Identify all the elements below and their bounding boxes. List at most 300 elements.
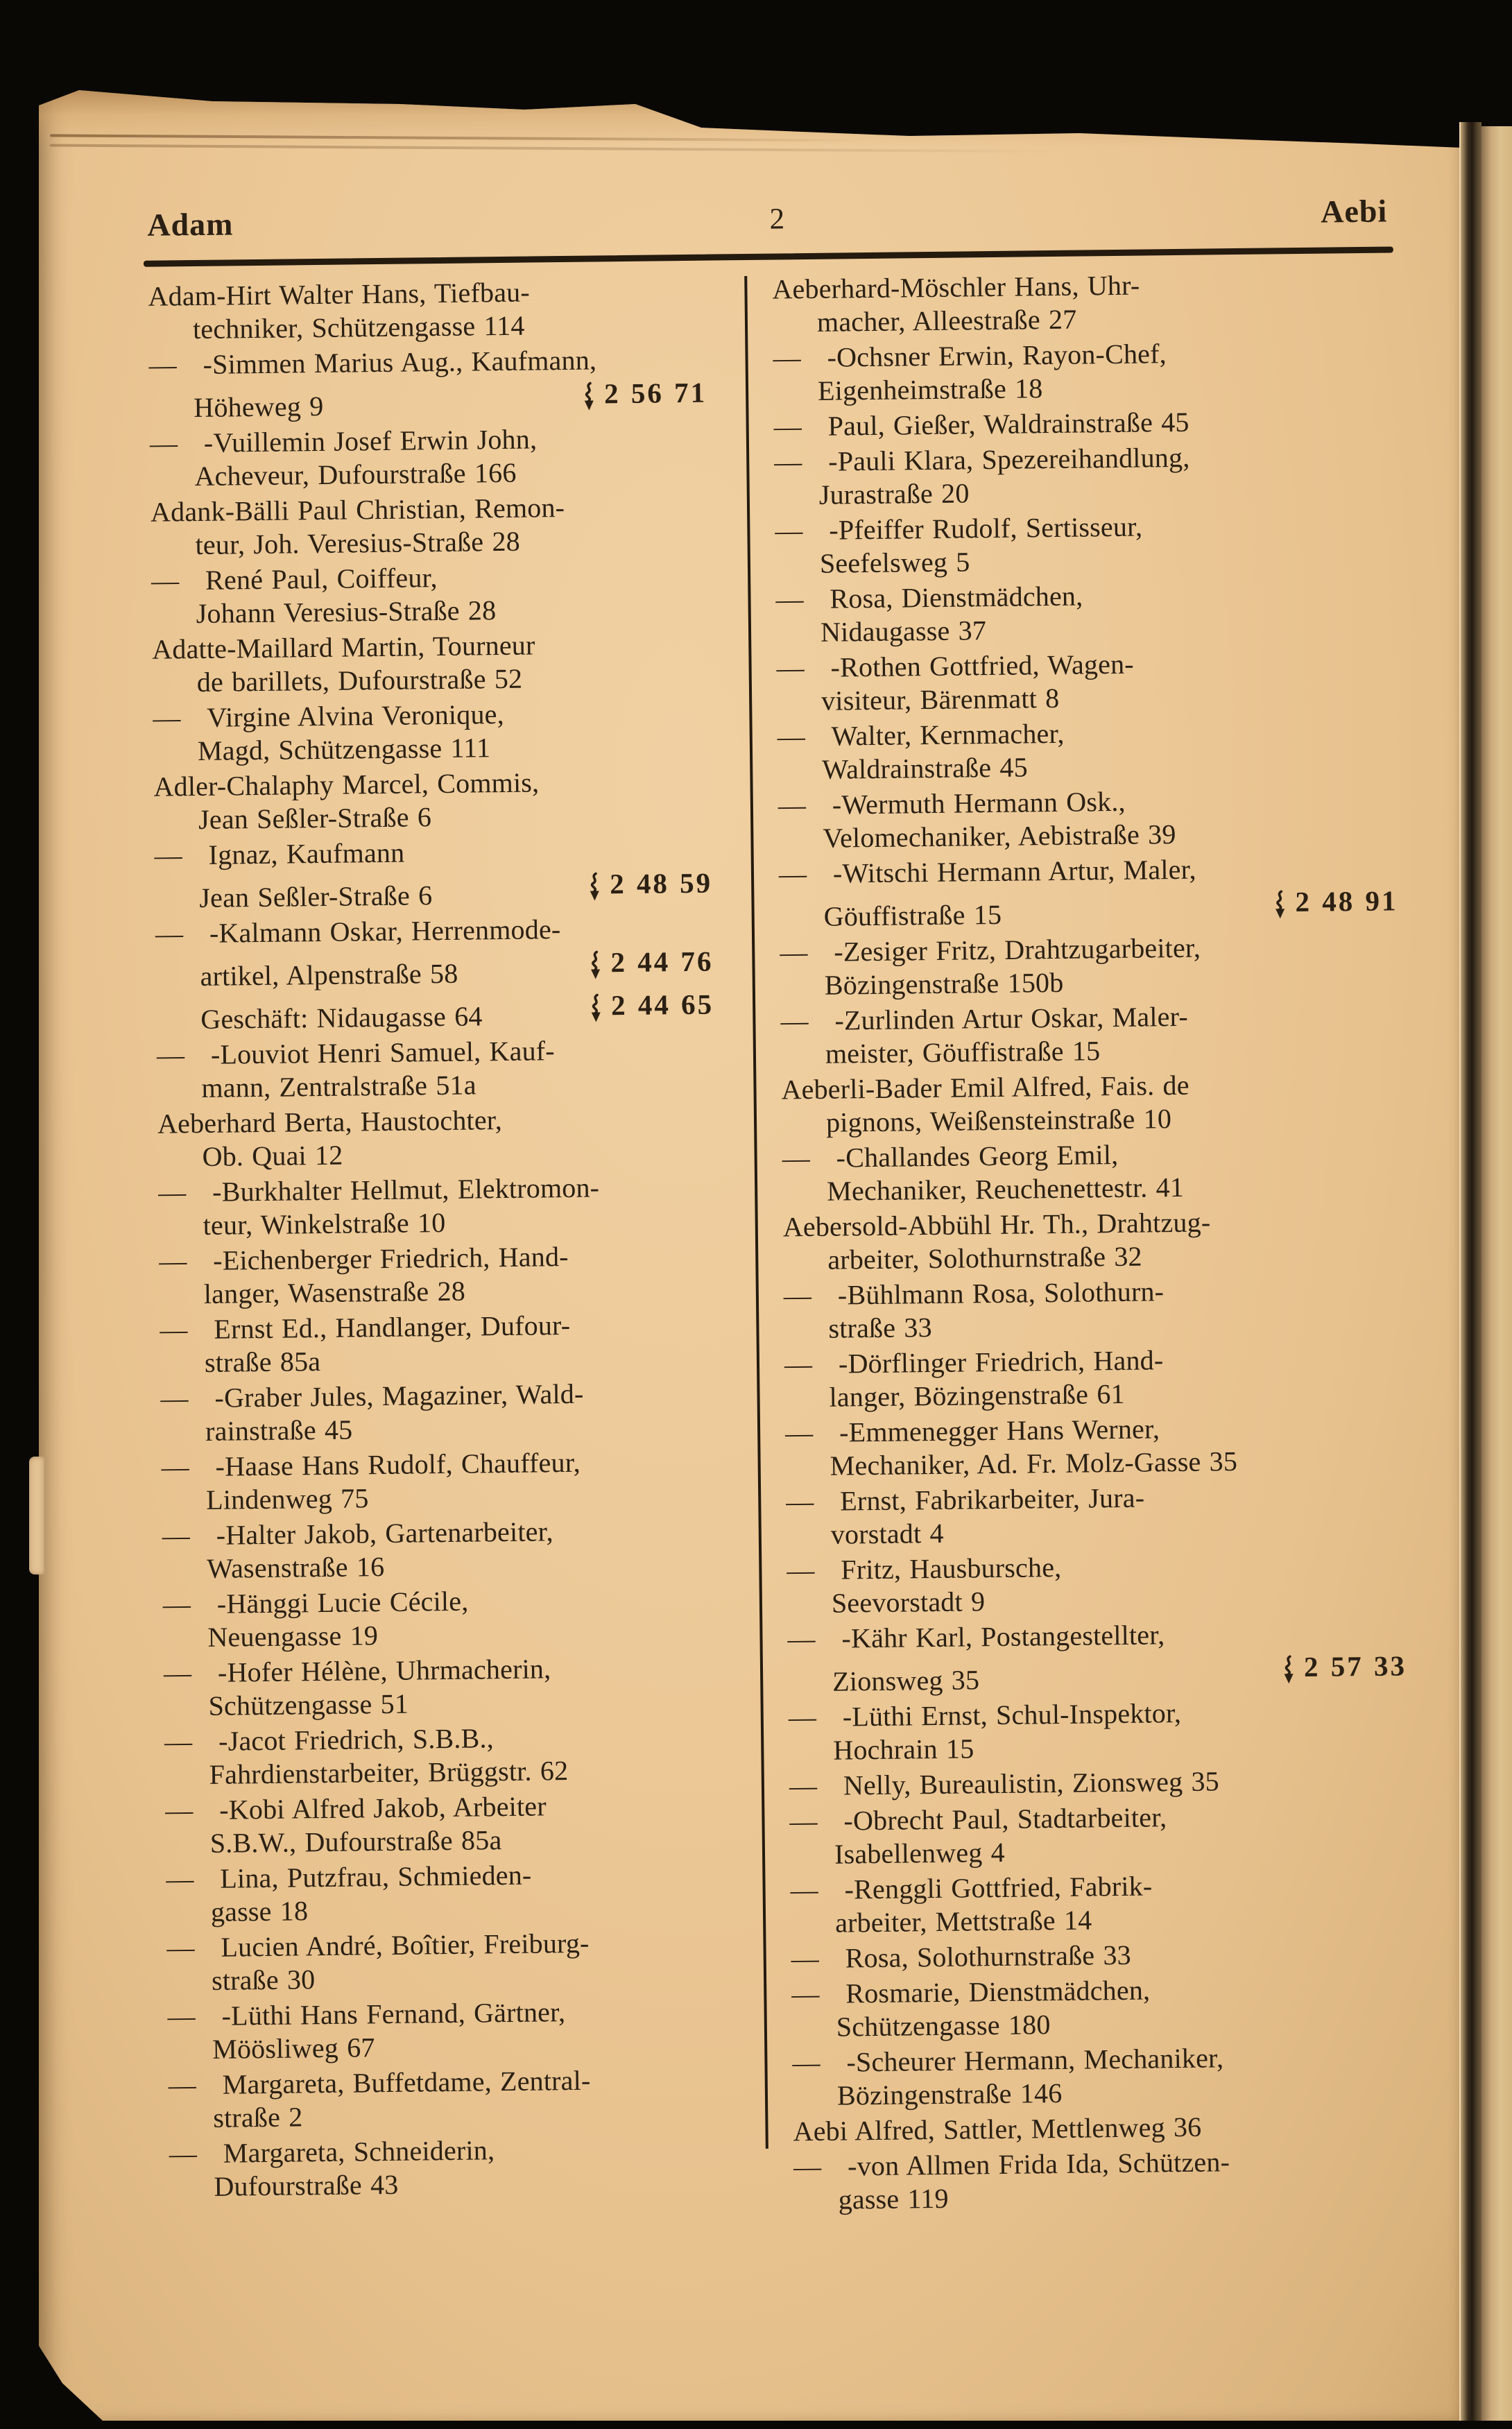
entry-text: Lucien André, Boîtier, Freiburg-	[221, 1927, 590, 1963]
entry-text: straße 2	[213, 2101, 303, 2134]
repeat-surname-dash: —	[163, 1657, 192, 1689]
repeat-surname-dash: —	[148, 349, 178, 381]
entry-text: -Graber Jules, Magaziner, Wald-	[214, 1377, 584, 1414]
phone-number: 2 44 65	[610, 988, 714, 1022]
entry-line	[149, 376, 707, 425]
entry-text: Jean Seßler-Straße 6	[198, 801, 432, 835]
repeat-surname-dash: —	[159, 1245, 187, 1277]
entry-line	[782, 1168, 1401, 1208]
entry-text: Neuengasse 19	[207, 1620, 379, 1653]
repeat-surname-dash: —	[157, 1176, 187, 1208]
entry-text: -Ochsner Erwin, Rayon-Chef,	[827, 338, 1167, 373]
entry-text: -Lüthi Hans Fernand, Gärtner,	[221, 1996, 566, 2032]
entry-text: gasse 119	[838, 2182, 949, 2215]
entry-line	[779, 884, 1398, 934]
directory-entry	[787, 1547, 1406, 1620]
repeat-surname-dash: —	[784, 1348, 813, 1380]
entry-text: Acheveur, Dufourstraße 166	[194, 456, 517, 492]
left-column	[148, 274, 727, 2204]
directory-entry	[783, 1203, 1402, 1277]
repeat-surname-dash: —	[776, 652, 805, 684]
entry-line	[785, 1443, 1404, 1483]
repeat-surname-dash: —	[789, 1805, 818, 1837]
repeat-surname-dash: —	[166, 1863, 194, 1895]
directory-entry	[778, 782, 1398, 855]
entry-line	[792, 2004, 1411, 2044]
entry-line	[153, 660, 710, 700]
entry-text: -Haase Hans Rudolf, Chauffeur,	[215, 1446, 581, 1482]
directory-entry	[773, 334, 1392, 408]
header-keyword-right: Aebi	[1320, 193, 1388, 230]
entry-line	[164, 1684, 721, 1724]
directory-entry	[159, 1239, 717, 1312]
entry-text: pignons, Weißensteinstraße 10	[825, 1103, 1172, 1138]
entry-text: -Witschi Hermann Artur, Maler,	[832, 853, 1196, 889]
entry-text: Fritz, Hausbursche,	[841, 1551, 1062, 1586]
entry-line	[784, 1374, 1403, 1414]
phone-icon	[581, 381, 597, 412]
directory-entry	[775, 576, 1395, 649]
entry-text: -Halter Jakob, Gartenarbeiter,	[216, 1516, 553, 1551]
directory-entry	[164, 1719, 723, 1792]
entry-text: Höheweg 9	[194, 390, 324, 424]
directory-entry	[793, 2143, 1413, 2217]
entry-text: rainstraße 45	[205, 1414, 353, 1447]
entry-text: Schützengasse 51	[208, 1688, 409, 1722]
entry-text: Aebi Alfred, Sattler, Mettlenweg 36	[793, 2111, 1202, 2147]
entry-line	[791, 1900, 1409, 1940]
directory-entry	[790, 1866, 1409, 1940]
repeat-surname-dash: —	[783, 1280, 812, 1312]
repeat-surname-dash: —	[787, 1554, 815, 1586]
repeat-surname-dash: —	[787, 1622, 816, 1655]
entry-text: -von Allmen Frida Ida, Schützen-	[847, 2146, 1230, 2182]
entry-text: -Scheurer Hermann, Mechaniker,	[846, 2042, 1224, 2078]
entry-text: straße 33	[828, 1312, 933, 1344]
entry-text: Ernst Ed., Handlanger, Dufour-	[214, 1309, 571, 1345]
entry-text: Lindenweg 75	[205, 1482, 369, 1516]
directory-entry	[160, 1376, 719, 1449]
entry-line	[163, 1615, 721, 1655]
entry-line	[773, 368, 1392, 408]
entry-text: -Renggli Gottfried, Fabrik-	[844, 1870, 1153, 1905]
header-rule	[144, 246, 1393, 266]
directory-entry	[780, 929, 1399, 1002]
entry-text: -Emmenegger Hans Werner,	[839, 1413, 1160, 1448]
repeat-surname-dash: —	[153, 702, 181, 734]
page-content	[26, 0, 1476, 2429]
entry-line	[150, 454, 707, 494]
repeat-surname-dash: —	[786, 1485, 814, 1518]
repeat-surname-dash: —	[155, 918, 184, 950]
repeat-surname-dash: —	[789, 1769, 818, 1802]
phone-icon	[586, 872, 603, 902]
directory-entry	[789, 1762, 1408, 1803]
directory-entry	[152, 627, 710, 700]
entry-line	[781, 1031, 1400, 1071]
entry-text: Jean Seßler-Straße 6	[199, 879, 433, 913]
entry-line	[161, 1409, 719, 1449]
repeat-surname-dash: —	[784, 1417, 814, 1449]
phone-listing	[586, 866, 713, 901]
entry-line	[787, 1511, 1405, 1552]
phone-listing	[587, 988, 714, 1022]
entry-text: straße 30	[211, 1964, 316, 1996]
repeat-surname-dash: —	[792, 2046, 821, 2079]
entry-text: -Kähr Karl, Postangestellter,	[841, 1619, 1165, 1654]
phone-number: 2 44 76	[610, 945, 714, 979]
entry-text: -Zurlinden Artur Oskar, Maler-	[834, 1000, 1189, 1036]
entry-text: langer, Bözingenstraße 61	[829, 1377, 1125, 1413]
directory-entry	[782, 1135, 1401, 1208]
next-page-edge	[1481, 126, 1512, 2421]
entry-text: Mechaniker, Reuchenettestr. 41	[826, 1171, 1185, 1207]
directory-entry	[150, 421, 708, 494]
directory-entry	[163, 1582, 721, 1655]
repeat-surname-dash: —	[162, 1588, 191, 1620]
repeat-surname-dash: —	[777, 721, 806, 753]
phone-icon	[1280, 1655, 1297, 1685]
entry-line	[777, 678, 1395, 718]
entry-text: Virgine Alvina Veronique,	[207, 698, 505, 733]
entry-text: Eigenheimstraße 18	[817, 372, 1043, 406]
directory-entry	[167, 1993, 725, 2066]
phone-number: 2 56 71	[603, 376, 707, 410]
entry-text: -Louviot Henri Samuel, Kauf-	[210, 1035, 556, 1070]
directory-entry	[168, 2062, 726, 2135]
directory-entry	[148, 343, 707, 425]
entry-text: Nidaugasse 37	[820, 615, 987, 648]
directory-entry	[160, 1307, 718, 1380]
entry-text: macher, Alleestraße 27	[816, 303, 1077, 338]
entry-text: Bözingenstraße 146	[836, 2077, 1063, 2111]
entry-text: Rosa, Dienstmädchen,	[830, 580, 1083, 615]
entry-line	[793, 2108, 1411, 2148]
directory-entry	[779, 850, 1398, 934]
entry-line	[166, 1821, 723, 1861]
directory-entry	[777, 713, 1396, 787]
directory-entry	[158, 1170, 716, 1243]
directory-entry	[164, 1651, 722, 1724]
entry-text: Rosmarie, Dienstmädchen,	[845, 1974, 1151, 2009]
entry-text: Adank-Bälli Paul Christian, Remon-	[150, 491, 565, 528]
entry-text: -Bühlmann Rosa, Solothurn-	[837, 1276, 1165, 1311]
entry-text: -Eichenberger Friedrich, Hand-	[213, 1240, 569, 1276]
entry-line	[151, 592, 709, 631]
repeat-surname-dash: —	[774, 446, 802, 478]
directory-entry	[793, 2108, 1411, 2148]
directory-entry	[789, 1798, 1409, 1871]
repeat-surname-dash: —	[154, 839, 183, 871]
entry-line	[157, 1066, 714, 1106]
entry-text: -Pauli Klara, Spezereihandlung,	[828, 441, 1190, 477]
entry-text: langer, Wasenstraße 28	[203, 1275, 466, 1310]
entry-line	[775, 540, 1394, 581]
directory-entry	[792, 2039, 1411, 2113]
entry-text: Rosa, Solothurnstraße 33	[845, 1939, 1132, 1974]
entry-line	[169, 2095, 726, 2135]
repeat-surname-dash: —	[778, 858, 807, 890]
repeat-surname-dash: —	[168, 2069, 197, 2101]
directory-entry	[157, 1101, 716, 1174]
entry-text: S.B.W., Dufourstraße 85a	[209, 1824, 502, 1859]
entry-text: Aeberhard Berta, Haustochter,	[157, 1104, 503, 1140]
entry-text: Jurastraße 20	[818, 477, 970, 510]
directory-entry	[784, 1272, 1403, 1346]
directory-entry	[773, 403, 1392, 443]
entry-text: Margareta, Schneiderin,	[223, 2134, 495, 2169]
entry-text: -Challandes Georg Emil,	[836, 1138, 1119, 1174]
entry-text: -Hofer Hélène, Uhrmacherin,	[217, 1653, 551, 1688]
repeat-surname-dash: —	[161, 1451, 190, 1483]
entry-line	[153, 729, 711, 769]
entry-text: Paul, Gießer, Waldrainstraße 45	[827, 406, 1189, 442]
entry-text: Dufourstraße 43	[214, 2168, 399, 2202]
directory-entry	[162, 1513, 721, 1586]
entry-line	[160, 1341, 718, 1380]
entry-text: -Obrecht Paul, Stadtarbeiter,	[843, 1801, 1167, 1837]
entry-line	[151, 523, 708, 563]
entry-line	[156, 988, 714, 1037]
directory-entry	[787, 1615, 1407, 1699]
entry-line	[166, 1890, 724, 1930]
directory-entry	[791, 1935, 1409, 1975]
entry-text: Adam-Hirt Walter Hans, Tiefbau-	[148, 276, 531, 312]
directory-entry	[776, 644, 1395, 718]
entry-text: Lina, Putzfrau, Schmieden-	[220, 1859, 532, 1894]
entry-line	[789, 1762, 1408, 1803]
directory-entry	[166, 1925, 725, 1998]
entry-line	[775, 472, 1393, 512]
entry-line	[155, 866, 713, 916]
repeat-surname-dash: —	[167, 2000, 196, 2032]
entry-text: Schützengasse 180	[836, 2009, 1051, 2043]
entry-text: teur, Winkelstraße 10	[203, 1206, 446, 1241]
directory-entry	[775, 507, 1394, 581]
entry-text: Ernst, Fabrikarbeiter, Jura-	[840, 1482, 1145, 1517]
directory-entry	[161, 1445, 719, 1518]
entry-line	[773, 299, 1391, 339]
entry-line	[168, 2027, 725, 2066]
directory-entry	[774, 438, 1393, 512]
entry-line	[784, 1305, 1402, 1346]
entry-text: Ob. Quai 12	[202, 1139, 343, 1172]
entry-text: Aeberli-Bader Emil Alfred, Fais. de	[781, 1069, 1189, 1106]
entry-line	[162, 1547, 720, 1586]
directory-entry	[772, 266, 1391, 339]
entry-line	[164, 1753, 722, 1792]
entry-text: mann, Zentralstraße 51a	[201, 1069, 476, 1104]
phone-number: 2 48 91	[1295, 884, 1398, 918]
entry-text: -Vuillemin Josef Erwin John,	[203, 423, 538, 458]
entry-line	[778, 746, 1396, 787]
entry-text: René Paul, Coiffeur,	[205, 562, 438, 596]
entry-line	[169, 2164, 727, 2204]
entry-text: gasse 18	[210, 1895, 309, 1928]
entry-text: -Dörflinger Friedrich, Hand-	[838, 1344, 1164, 1380]
directory-entry	[780, 997, 1400, 1071]
header-keyword-left: Adam	[147, 206, 234, 243]
entry-text: -Simmen Marius Aug., Kaufmann,	[203, 344, 597, 380]
repeat-surname-dash: —	[778, 789, 807, 821]
repeat-surname-dash: —	[166, 1932, 195, 1964]
directory-entry	[155, 911, 714, 1037]
repeat-surname-dash: —	[788, 1701, 817, 1733]
entry-line	[793, 2177, 1412, 2217]
entry-line	[791, 1935, 1409, 1975]
repeat-surname-dash: —	[164, 1726, 193, 1758]
entry-line	[162, 1478, 719, 1518]
entry-line	[155, 945, 714, 994]
entry-text: Margareta, Buffetdame, Zentral-	[222, 2064, 591, 2100]
entry-text: arbeiter, Solothurnstraße 32	[827, 1240, 1142, 1276]
entry-text: Adatte-Maillard Martin, Tourneur	[152, 629, 535, 665]
directory-entry	[153, 764, 712, 837]
directory-entry	[786, 1478, 1405, 1552]
entry-text: -Jacot Friedrich, S.B.B.,	[218, 1722, 495, 1757]
phone-icon	[587, 993, 604, 1024]
entry-text: Bözingenstraße 150b	[824, 966, 1064, 1001]
entry-text: de barillets, Dufourstraße 52	[196, 662, 523, 698]
entry-text: straße 85a	[204, 1346, 321, 1378]
directory-entry	[151, 490, 709, 563]
repeat-surname-dash: —	[156, 1039, 185, 1071]
entry-line	[783, 1237, 1402, 1277]
entry-text: Seefelsweg 5	[819, 546, 970, 579]
phone-listing	[587, 945, 714, 979]
entry-line	[789, 1727, 1407, 1767]
directory-entry	[169, 2131, 728, 2204]
entry-text: Nelly, Bureaulistin, Zionsweg 35	[843, 1765, 1220, 1801]
entry-line	[157, 1135, 715, 1174]
entry-text: Ignaz, Kaufmann	[208, 836, 405, 870]
directory-entry	[154, 833, 712, 916]
directory-entry	[148, 274, 706, 347]
entry-text: Aeberhard-Möschler Hans, Uhr-	[772, 269, 1140, 305]
entry-line	[154, 798, 712, 837]
entry-line	[780, 962, 1399, 1002]
directory-entry	[165, 1788, 723, 1861]
directory-entry	[791, 1971, 1411, 2044]
directory-entry	[789, 1694, 1408, 1767]
repeat-surname-dash: —	[162, 1520, 191, 1552]
repeat-surname-dash: —	[791, 1942, 820, 1975]
phone-icon	[1271, 890, 1288, 920]
directory-entry	[784, 1341, 1404, 1414]
entry-text: meister, Göuffistraße 15	[825, 1035, 1101, 1070]
entry-text: -Kalmann Oskar, Herrenmode-	[209, 913, 561, 949]
entry-text: Walter, Kernmacher,	[831, 717, 1065, 752]
repeat-surname-dash: —	[773, 342, 802, 374]
repeat-surname-dash: —	[773, 411, 802, 443]
entry-text: Mechaniker, Ad. Fr. Molz-Gasse 35	[830, 1445, 1238, 1482]
phone-icon	[587, 950, 603, 981]
entry-line	[782, 1099, 1400, 1140]
entry-text: Magd, Schützengasse 111	[197, 732, 491, 767]
entry-text: Velomechaniker, Aebistraße 39	[823, 818, 1176, 854]
repeat-surname-dash: —	[151, 565, 180, 596]
repeat-surname-dash: —	[169, 2138, 198, 2170]
repeat-surname-dash: —	[782, 1142, 811, 1174]
entry-text: Hochrain 15	[833, 1733, 974, 1766]
entry-line	[158, 1203, 716, 1243]
entry-text: visiteur, Bärenmatt 8	[821, 682, 1060, 716]
entry-line	[793, 2072, 1411, 2113]
entry-line	[167, 1958, 725, 1998]
phone-listing	[581, 376, 707, 411]
entry-line	[148, 307, 706, 347]
phone-number: 2 57 33	[1303, 1649, 1407, 1683]
directory-entry	[151, 558, 710, 631]
entry-text: Waldrainstraße 45	[822, 751, 1029, 785]
entry-text: -Wermuth Hermann Osk.,	[832, 785, 1126, 821]
directory-entry	[785, 1409, 1404, 1483]
repeat-surname-dash: —	[791, 1977, 820, 2010]
entry-line	[778, 815, 1397, 855]
entry-text: -Lüthi Ernst, Schul-Inspektor,	[842, 1697, 1182, 1733]
entry-text: Aebersold-Abbühl Hr. Th., Drahtzug-	[782, 1206, 1211, 1243]
repeat-surname-dash: —	[160, 1314, 188, 1346]
directory-entry	[781, 1066, 1400, 1140]
entry-text: -Burkhalter Hellmut, Elektromon-	[212, 1171, 600, 1208]
phone-listing	[1280, 1649, 1407, 1683]
entry-text: Geschäft: Nidaugasse 64	[200, 1000, 483, 1035]
entry-line	[787, 1580, 1406, 1620]
column-divider	[744, 276, 768, 2149]
entry-text: Fahrdienstarbeiter, Brüggstr. 62	[209, 1755, 569, 1790]
running-header	[147, 192, 1387, 243]
entry-text: -Pfeiffer Rudolf, Sertisseur,	[829, 510, 1143, 546]
entry-line	[773, 403, 1392, 443]
entry-text: Möösliweg 67	[212, 2032, 375, 2065]
repeat-surname-dash: —	[775, 515, 803, 547]
repeat-surname-dash: —	[780, 936, 808, 968]
directory-entry	[153, 696, 711, 769]
entry-line	[776, 609, 1395, 649]
entry-line	[788, 1649, 1407, 1699]
directory-entry	[166, 1857, 724, 1930]
entry-text: artikel, Alpenstraße 58	[200, 957, 458, 992]
entry-text: vorstadt 4	[830, 1517, 944, 1550]
entry-line	[790, 1831, 1409, 1871]
entry-text: Zionsweg 35	[832, 1664, 980, 1697]
entry-text: -Rothen Gottfried, Wagen-	[830, 648, 1135, 683]
phone-number: 2 48 59	[609, 866, 713, 900]
entry-text: -Kobi Alfred Jakob, Arbeiter	[219, 1790, 547, 1826]
entry-text: Göuffistraße 15	[823, 898, 1002, 932]
entry-line	[160, 1272, 717, 1312]
page-number: 2	[769, 203, 785, 236]
entry-text: -Hänggi Lucie Cécile,	[216, 1585, 469, 1620]
entry-text: Wasenstraße 16	[207, 1551, 385, 1584]
repeat-surname-dash: —	[160, 1382, 189, 1414]
entry-text: techniker, Schützengasse 114	[192, 309, 525, 345]
entry-text: Isabellenweg 4	[834, 1836, 1006, 1870]
repeat-surname-dash: —	[793, 2150, 822, 2183]
repeat-surname-dash: —	[775, 583, 804, 615]
repeat-surname-dash: —	[790, 1873, 819, 1906]
repeat-surname-dash: —	[165, 1794, 194, 1826]
entry-text: arbeiter, Mettstraße 14	[834, 1904, 1092, 1939]
entry-text: Johann Veresius-Straße 28	[196, 594, 497, 630]
entry-text: Seevorstadt 9	[831, 1586, 986, 1619]
entry-text: -Zesiger Fritz, Drahtzugarbeiter,	[834, 932, 1201, 968]
entry-text: teur, Joh. Veresius-Straße 28	[195, 525, 521, 561]
right-column	[772, 266, 1413, 2217]
phone-listing	[1271, 884, 1398, 918]
repeat-surname-dash: —	[149, 427, 178, 459]
directory-entry	[157, 1033, 715, 1106]
